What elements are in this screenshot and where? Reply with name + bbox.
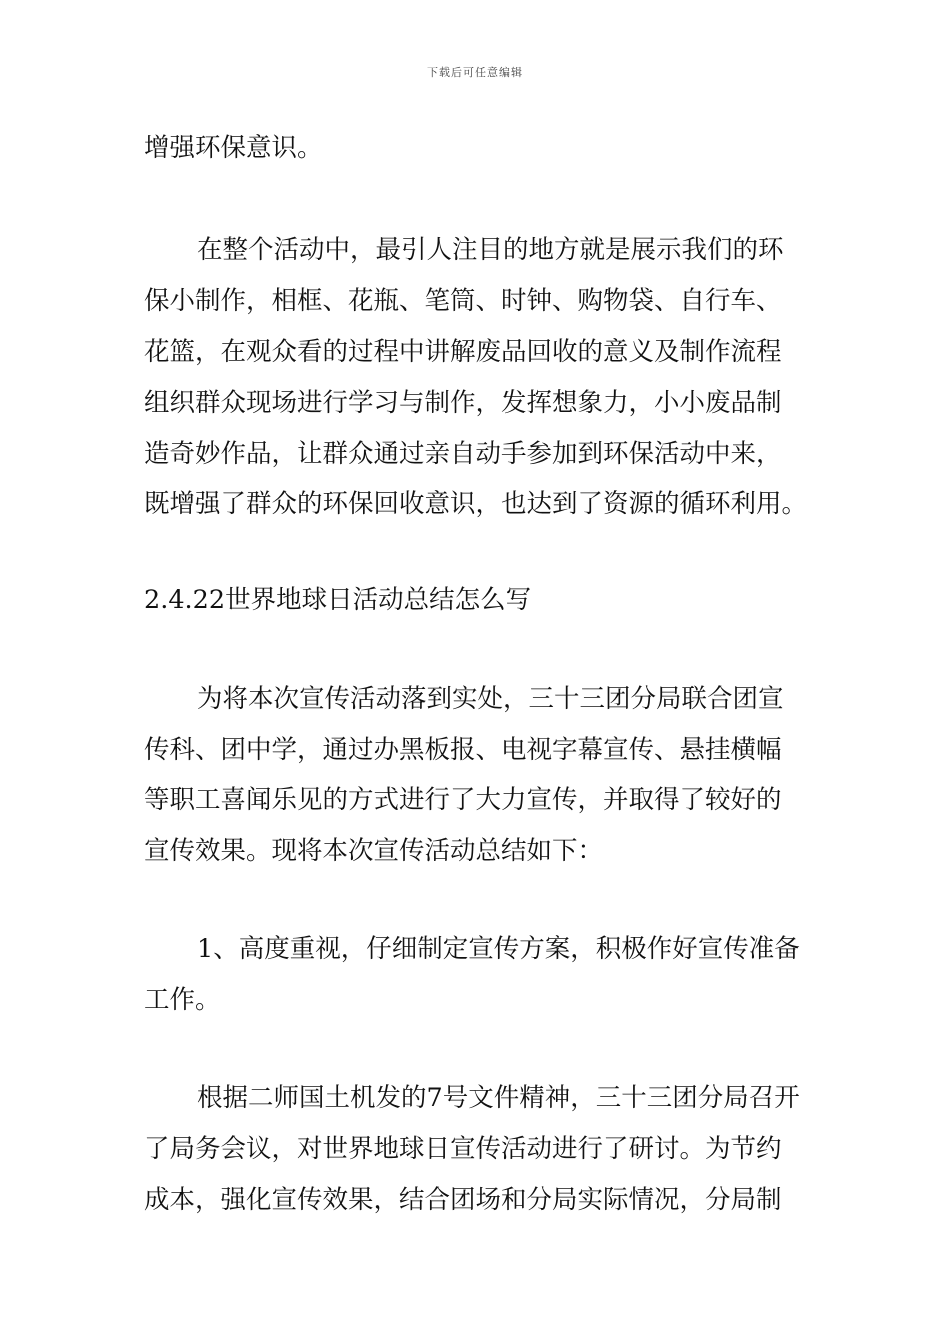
page-header: 下载后可任意编辑 [427,66,523,79]
body-line: 成本，强化宣传效果，结合团场和分局实际情况，分局制 [144,1185,782,1215]
body-line: 工作。 [144,985,221,1015]
body-line: 花篮，在观众看的过程中讲解废品回收的意义及制作流程 [144,337,782,367]
body-line: 宣传效果。现将本次宣传活动总结如下： [144,836,604,866]
paragraph-first-line: 1、高度重视，仔细制定宣传方案，积极作好宣传准备 [197,934,800,964]
body-line: 传科、团中学，通过办黑板报、电视字幕宣传、悬挂横幅 [144,735,782,765]
section-heading: 2.4.22世界地球日活动总结怎么写 [144,585,532,615]
body-line: 组织群众现场进行学习与制作，发挥想象力，小小废品制 [144,388,782,418]
paragraph-first-line: 在整个活动中，最引人注目的地方就是展示我们的环 [197,235,784,265]
paragraph-first-line: 根据二师国土机发的7号文件精神，三十三团分局召开 [197,1083,800,1113]
body-line: 既增强了群众的环保回收意识，也达到了资源的循环利用。 [144,489,808,519]
body-line: 造奇妙作品，让群众通过亲自动手参加到环保活动中来， [144,439,782,469]
body-line: 保小制作，相框、花瓶、笔筒、时钟、购物袋、自行车、 [144,286,782,316]
body-line: 等职工喜闻乐见的方式进行了大力宣传，并取得了较好的 [144,785,782,815]
paragraph-first-line: 为将本次宣传活动落到实处，三十三团分局联合团宣 [197,684,784,714]
body-line: 增强环保意识。 [144,133,323,163]
body-line: 了局务会议，对世界地球日宣传活动进行了研讨。为节约 [144,1134,782,1164]
